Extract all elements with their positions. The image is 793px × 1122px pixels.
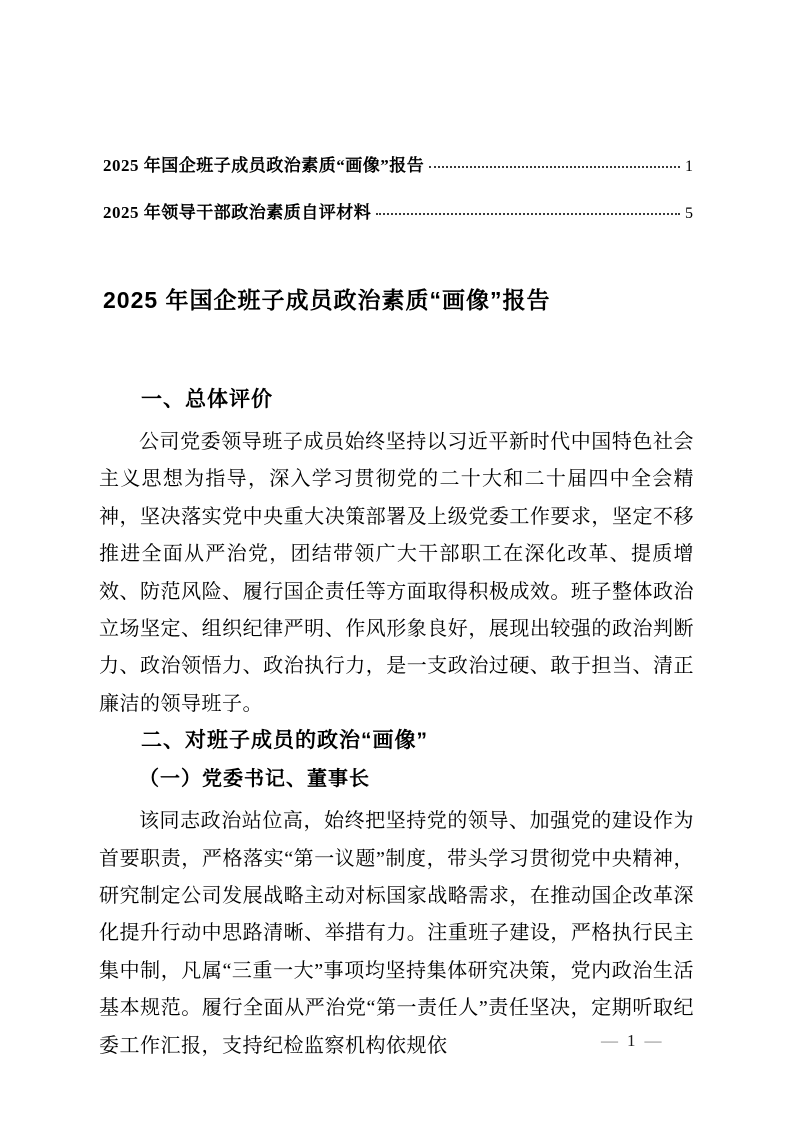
toc-dot-leader [429, 166, 680, 168]
document-title: 2025 年国企班子成员政治素质“画像”报告 [103, 287, 551, 313]
paragraph-party-secretary: 该同志政治站位高，始终把坚持党的领导、加强党的建设作为首要职责，严格落实“第一议题”制度，带头学习贯彻党中央精神，研究制定公司发展战略主动对标国家战略需求，在推动国企改革深化提升行动中思路清晰、举措有力。注重班子建设，严格执行民主集中制，凡属“三重一大”事项均坚持集体研究决策，党内政治生活基本规范。履行全面从严治党“第一责任人”责任坚决，定期听取纪委工作汇报，支持纪检监察机构依规依 [99, 810, 694, 1057]
toc-dot-leader [376, 213, 680, 215]
page-footer [601, 1031, 662, 1051]
footer-dash-left: — [601, 1031, 618, 1050]
toc-entry-title: 2025 年国企班子成员政治素质“画像”报告 [103, 156, 425, 175]
toc-entry-self-evaluation[interactable] [103, 203, 693, 224]
subsection-heading-party-secretary-chairman: （一）党委书记、董事长 [139, 768, 370, 791]
section-heading-overall-evaluation: 一、总体评价 [141, 388, 273, 411]
paragraph-overall-evaluation: 公司党委领导班子成员始终坚持以习近平新时代中国特色社会主义思想为指导，深入学习贯彻党的二十大和二十届四中全会精神，坚决落实党中央重大决策部署及上级党委工作要求，坚定不移推进全面从严治党，团结带领广大干部职工在深化改革、提质增效、防范风险、履行国企责任等方面取得积极成效。班子整体政治立场坚定、组织纪律严明、作风形象良好，展现出较强的政治判断力、政治领悟力、政治执行力，是一支政治过硬、敢于担当、清正廉洁的领导班子。 [99, 431, 694, 715]
toc-page-number: 5 [685, 205, 693, 222]
toc-entry-report[interactable] [103, 156, 693, 177]
footer-dash-right: — [644, 1031, 662, 1050]
document-body [99, 384, 694, 1065]
page-number: 1 [627, 1031, 636, 1050]
table-of-contents [103, 156, 693, 224]
toc-page-number: 1 [685, 158, 693, 175]
toc-entry-title: 2025 年领导干部政治素质自评材料 [103, 203, 372, 222]
section-heading-member-portraits: 二、对班子成员的政治“画像” [141, 729, 428, 753]
